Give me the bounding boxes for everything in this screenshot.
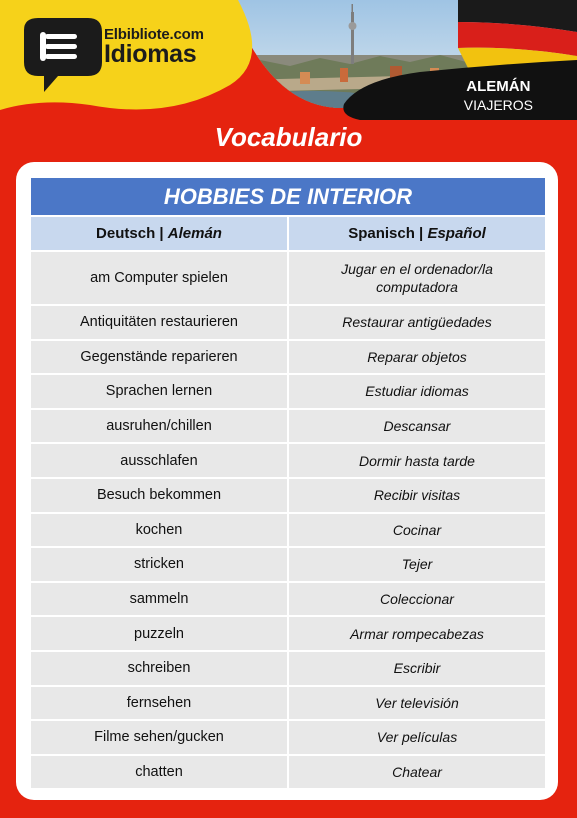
table-row xyxy=(31,306,545,339)
table-header-row xyxy=(31,217,545,250)
spanish-term: Reparar objetos xyxy=(289,341,545,374)
spanish-term: Recibir visitas xyxy=(289,479,545,512)
german-term: kochen xyxy=(31,514,287,547)
column-header-spanish xyxy=(289,217,545,250)
table-row xyxy=(31,652,545,685)
spanish-term: Chatear xyxy=(289,756,545,789)
table-row xyxy=(31,617,545,650)
german-term: ausschlafen xyxy=(31,444,287,477)
brand-site: Elbibliote.com xyxy=(104,26,204,43)
badge-language: ALEMÁN xyxy=(466,78,531,95)
german-term: Sprachen lernen xyxy=(31,375,287,408)
spanish-term: Restaurar antigüedades xyxy=(289,306,545,339)
vocabulary-table xyxy=(31,217,545,788)
german-term: chatten xyxy=(31,756,287,789)
german-term: Besuch bekommen xyxy=(31,479,287,512)
table-row xyxy=(31,548,545,581)
badge-audience: VIAJEROS xyxy=(463,97,533,113)
brand-name: Idiomas xyxy=(104,40,197,68)
spanish-term: Descansar xyxy=(289,410,545,443)
brand-logo-text xyxy=(104,26,204,69)
spanish-term: Estudiar idiomas xyxy=(289,375,545,408)
german-term: am Computer spielen xyxy=(31,252,287,304)
table-row xyxy=(31,252,545,304)
table-title: HOBBIES DE INTERIOR xyxy=(31,178,545,215)
spanish-term: Dormir hasta tarde xyxy=(289,444,545,477)
table-row xyxy=(31,341,545,374)
spanish-term: Armar rompecabezas xyxy=(289,617,545,650)
spanish-term: Ver televisión xyxy=(289,687,545,720)
column-header-german-em: Alemán xyxy=(167,225,222,242)
table-row xyxy=(31,479,545,512)
header-banner xyxy=(0,0,577,120)
german-term: puzzeln xyxy=(31,617,287,650)
column-header-spanish-label: Spanisch | xyxy=(348,225,424,242)
german-term: schreiben xyxy=(31,652,287,685)
course-badge xyxy=(464,77,533,115)
table-row xyxy=(31,410,545,443)
table-body xyxy=(31,252,545,788)
spanish-term: Ver películas xyxy=(289,721,545,754)
table-row xyxy=(31,514,545,547)
spanish-term: Tejer xyxy=(289,548,545,581)
table-row xyxy=(31,721,545,754)
section-title: Vocabulario xyxy=(214,122,363,152)
table-row xyxy=(31,444,545,477)
spanish-term: Coleccionar xyxy=(289,583,545,616)
german-term: Antiquitäten restaurieren xyxy=(31,306,287,339)
table-row xyxy=(31,583,545,616)
german-term: Gegenstände reparieren xyxy=(31,341,287,374)
spanish-term: Escribir xyxy=(289,652,545,685)
column-header-spanish-em: Español xyxy=(427,225,486,242)
column-header-german xyxy=(31,217,287,250)
german-term: fernsehen xyxy=(31,687,287,720)
table-row xyxy=(31,375,545,408)
german-term: sammeln xyxy=(31,583,287,616)
table-row xyxy=(31,756,545,789)
column-header-german-label: Deutsch | xyxy=(96,225,164,242)
spanish-term: Jugar en el ordenador/la computadora xyxy=(289,252,545,304)
german-term: Filme sehen/gucken xyxy=(31,721,287,754)
spanish-term: Cocinar xyxy=(289,514,545,547)
german-term: ausruhen/chillen xyxy=(31,410,287,443)
german-term: stricken xyxy=(31,548,287,581)
table-row xyxy=(31,687,545,720)
